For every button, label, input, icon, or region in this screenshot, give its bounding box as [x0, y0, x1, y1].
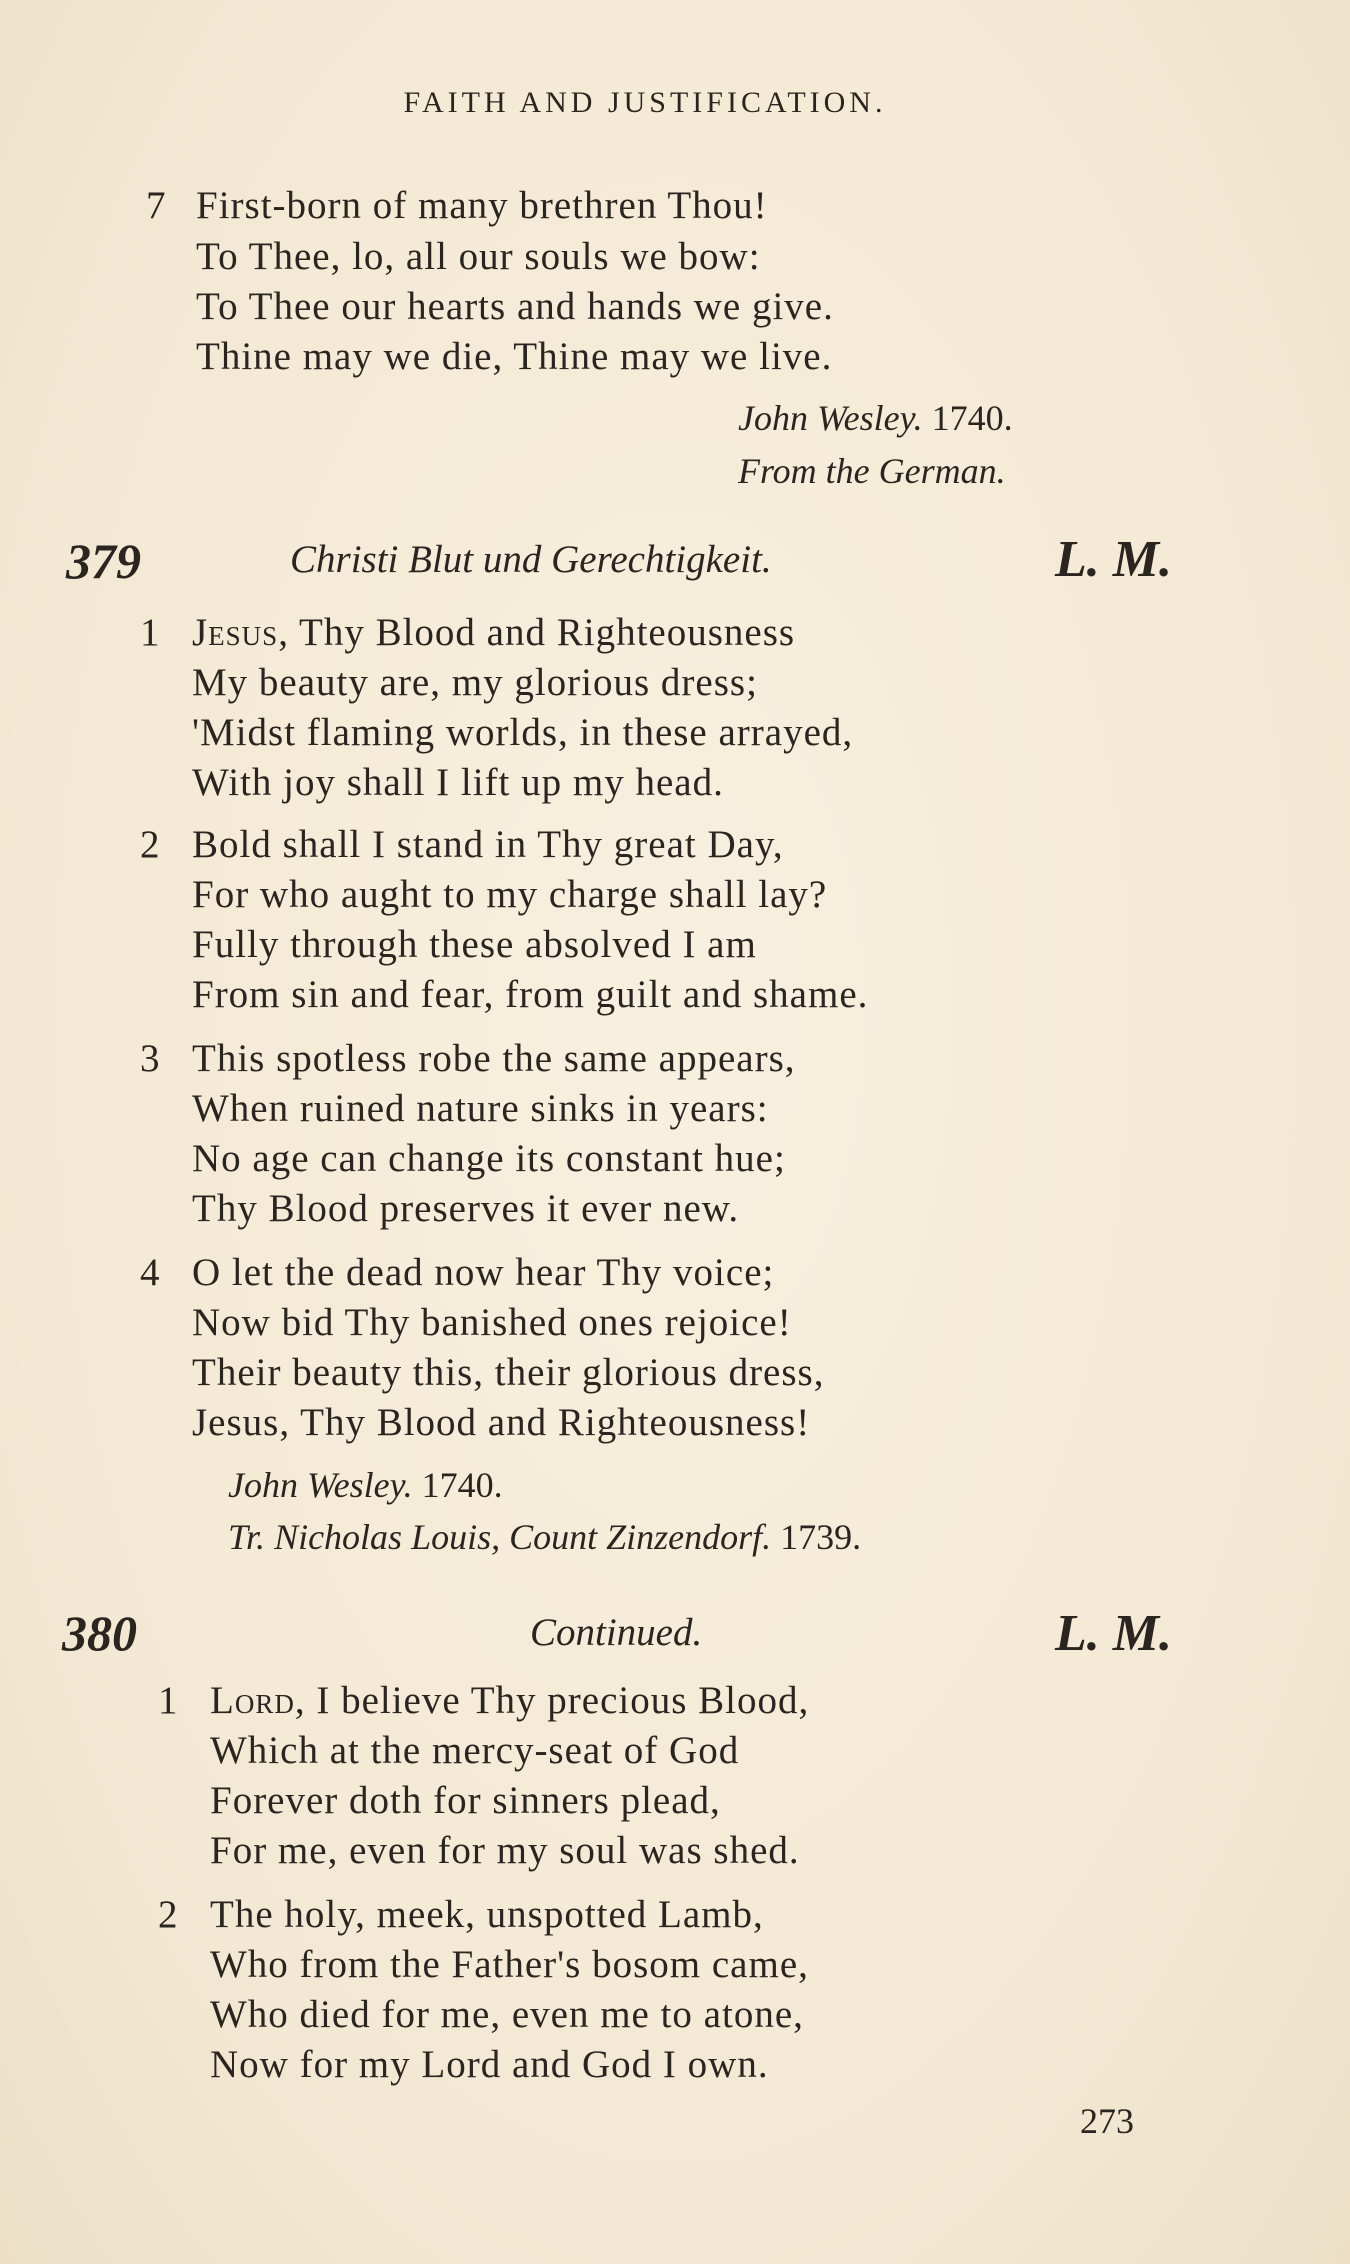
verse-line: The holy, meek, unspotted Lamb,: [210, 1893, 764, 1936]
running-head: FAITH AND JUSTIFICATION.: [403, 86, 887, 119]
verse-line: For who aught to my charge shall lay?: [192, 873, 828, 916]
verse-line: Forever doth for sinners plead,: [210, 1779, 721, 1822]
verse-line: O let the dead now hear Thy voice;: [192, 1251, 775, 1294]
author-attribution: John Wesley. 1740.: [228, 1465, 503, 1505]
verse-line: Now bid Thy banished ones rejoice!: [192, 1301, 792, 1344]
verse-line: Fully through these absolved I am: [192, 923, 757, 966]
page-number: 273: [1080, 2101, 1134, 2141]
meter-label: L. M.: [1055, 1605, 1172, 1662]
verse-line: From sin and fear, from guilt and shame.: [192, 973, 869, 1016]
verse-number: 1: [140, 611, 160, 654]
verse-number: 2: [158, 1893, 178, 1936]
verse-line: No age can change its constant hue;: [192, 1137, 786, 1180]
verse-number: 7: [146, 184, 166, 227]
verse-line: My beauty are, my glorious dress;: [192, 661, 758, 704]
verse-line: Jesus, Thy Blood and Righteousness!: [192, 1401, 811, 1444]
verse-line: For me, even for my soul was shed.: [210, 1829, 800, 1872]
verse-line: Thine may we die, Thine may we live.: [196, 335, 833, 378]
hymn-number: 380: [62, 1605, 137, 1661]
author-attribution: John Wesley. 1740.: [738, 398, 1013, 438]
verse-line: Their beauty this, their glorious dress,: [192, 1351, 825, 1394]
source-attribution: From the German.: [738, 451, 1006, 491]
verse-line: To Thee our hearts and hands we give.: [196, 285, 834, 328]
tune-name: Christi Blut und Gerechtigkeit.: [290, 538, 772, 581]
verse-line: Who died for me, even me to atone,: [210, 1993, 804, 2036]
verse-line: Which at the mercy-seat of God: [210, 1729, 740, 1772]
verse-line: Lord, I believe Thy precious Blood,: [210, 1679, 810, 1722]
verse-line: Thy Blood preserves it ever new.: [192, 1187, 740, 1230]
tune-name: Continued.: [530, 1611, 703, 1654]
hymn-number: 379: [66, 533, 141, 589]
verse-line: Bold shall I stand in Thy great Day,: [192, 823, 784, 866]
verse-line: When ruined nature sinks in years:: [192, 1087, 769, 1130]
verse-line: To Thee, lo, all our souls we bow:: [196, 235, 761, 278]
meter-label: L. M.: [1055, 531, 1172, 588]
verse-number: 2: [140, 823, 160, 866]
verse-number: 1: [158, 1679, 178, 1722]
verse-line: Jesus, Thy Blood and Righteousness: [192, 611, 796, 654]
verse-line: This spotless robe the same appears,: [192, 1037, 796, 1080]
translator-attribution: Tr. Nicholas Louis, Count Zinzendorf. 1739.: [228, 1517, 862, 1557]
verse-line: With joy shall I lift up my head.: [192, 761, 724, 804]
verse-line: Now for my Lord and God I own.: [210, 2043, 769, 2086]
verse-number: 4: [140, 1251, 160, 1294]
verse-line: First-born of many brethren Thou!: [196, 184, 768, 227]
verse-number: 3: [140, 1037, 160, 1080]
verse-line: 'Midst flaming worlds, in these arrayed,: [192, 711, 854, 754]
verse-line: Who from the Father's bosom came,: [210, 1943, 809, 1986]
